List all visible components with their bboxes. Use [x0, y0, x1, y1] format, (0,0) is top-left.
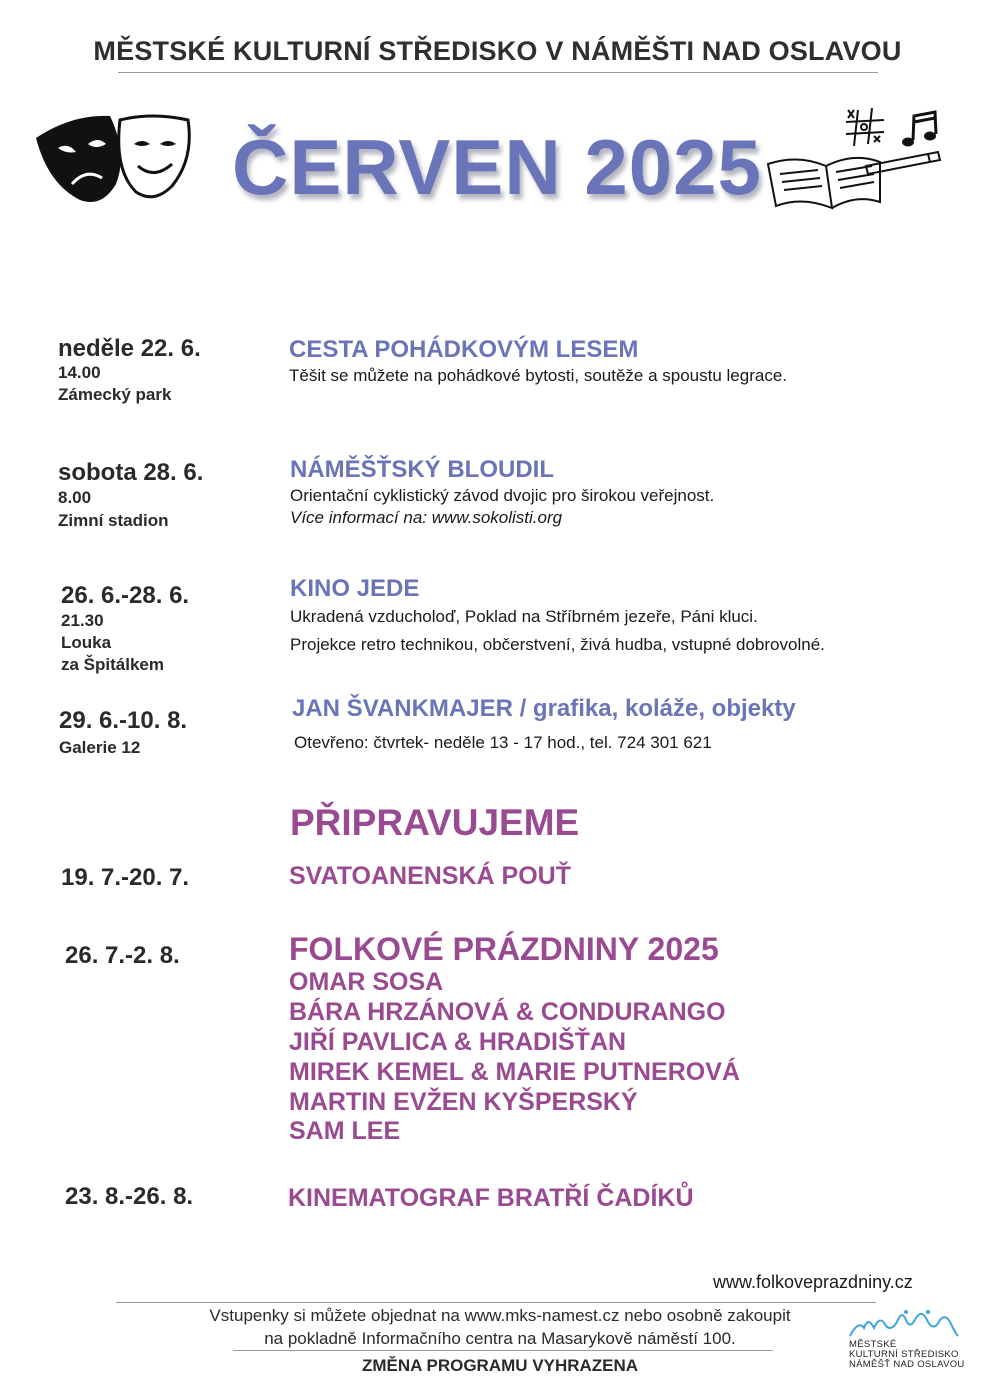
event-description: Orientační cyklistický závod dvojic pro širokou veřejnost. [290, 486, 715, 505]
event-title: JAN ŠVANKMAJER / grafika, koláže, objekty [292, 695, 796, 722]
performer: SAM LEE [289, 1117, 401, 1145]
logo-line: MĚSTSKÉ [849, 1339, 897, 1350]
upcoming-title: KINEMATOGRAF BRATŘÍ ČADÍKŮ [288, 1184, 694, 1212]
event-place: Galerie 12 [59, 738, 141, 757]
event-date: 29. 6.-10. 8. [59, 707, 188, 734]
upcoming-date: 19. 7.-20. 7. [61, 864, 190, 891]
event-title: KINO JEDE [290, 575, 420, 602]
event-place: Louka [61, 633, 112, 652]
festival-website[interactable]: www.folkoveprazdniny.cz [713, 1272, 913, 1292]
performer: MIREK KEMEL & MARIE PUTNEROVÁ [289, 1058, 740, 1086]
event-time: 14.00 [58, 363, 101, 382]
theater-masks-icon [32, 104, 197, 214]
logo-line: NÁMĚŠŤ NAD OSLAVOU [849, 1359, 965, 1370]
footer-logo-text [849, 1340, 965, 1370]
event-description: Těšit se můžete na pohádkové bytosti, soutěže a spoustu legrace. [289, 366, 788, 385]
performer: MARTIN EVŽEN KYŠPERSKÝ [289, 1088, 638, 1116]
event-date: sobota 28. 6. [58, 459, 204, 486]
event-time: 8.00 [58, 488, 92, 507]
tickets-info [0, 1304, 995, 1350]
event-time: 21.30 [61, 611, 104, 630]
event-description: Ukradená vzducholoď, Poklad na Stříbrném jezeře, Páni kluci. [290, 607, 758, 626]
footer-divider [116, 1302, 876, 1303]
upcoming-title: FOLKOVÉ PRÁZDNINY 2025 [289, 931, 719, 967]
upcoming-title: SVATOANENSKÁ POUŤ [289, 862, 571, 890]
event-place: Zámecký park [58, 385, 172, 404]
town-skyline-icon [848, 1306, 960, 1340]
upcoming-date: 23. 8.-26. 8. [65, 1183, 194, 1210]
performer: JIŘÍ PAVLICA & HRADIŠŤAN [289, 1028, 627, 1056]
upcoming-date: 26. 7.-2. 8. [65, 942, 180, 969]
tickets-line: na pokladně Informačního centra na Masarykově náměstí 100. [264, 1329, 736, 1348]
event-more-info: Více informací na: www.sokolisti.org [290, 508, 563, 527]
upcoming-heading: PŘIPRAVUJEME [290, 802, 580, 843]
footer-divider [233, 1350, 773, 1351]
tickets-line: Vstupenky si můžete objednat na www.mks-namest.cz nebo osobně zakoupit [209, 1306, 791, 1325]
performer: BÁRA HRZÁNOVÁ & CONDURANGO [289, 998, 726, 1026]
event-date: neděle 22. 6. [58, 335, 201, 362]
performer: OMAR SOSA [289, 968, 444, 996]
event-place: Zimní stadion [58, 511, 169, 530]
organization-title: MĚSTSKÉ KULTURNÍ STŘEDISKO V NÁMĚŠTI NAD OSLAVOU [93, 36, 902, 66]
month-title: ČERVEN 2025 [232, 123, 762, 211]
event-place: za Špitálkem [61, 655, 164, 674]
program-change-notice: ZMĚNA PROGRAMU VYHRAZENA [361, 1356, 639, 1375]
event-title: CESTA POHÁDKOVÝM LESEM [289, 336, 639, 363]
logo-line: KULTURNÍ STŘEDISKO [849, 1349, 959, 1360]
event-description: Projekce retro technikou, občerstvení, živá hudba, vstupné dobrovolné. [290, 635, 825, 654]
event-date: 26. 6.-28. 6. [61, 582, 190, 609]
book-music-icon [762, 104, 947, 219]
event-title: NÁMĚŠŤSKÝ BLOUDIL [290, 456, 554, 483]
event-description: Otevřeno: čtvrtek- neděle 13 - 17 hod., tel. 724 301 621 [294, 733, 712, 752]
header-divider [118, 72, 878, 73]
